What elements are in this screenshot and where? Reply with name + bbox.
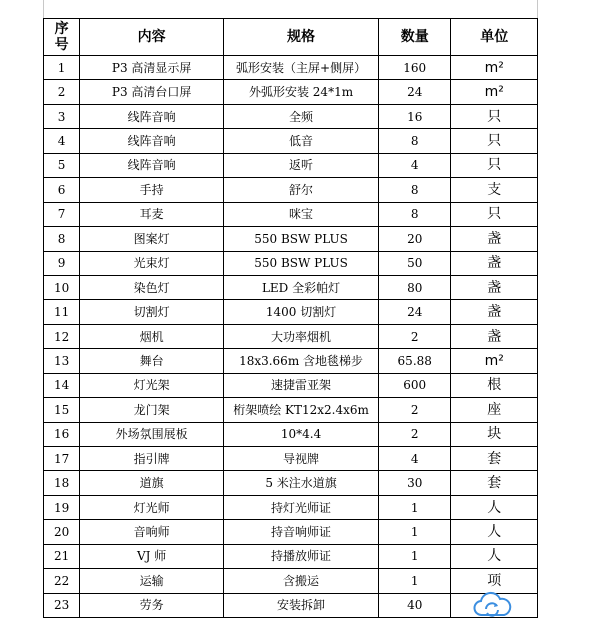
- cell-content: 切割灯: [80, 300, 224, 324]
- cell-spec: 舒尔: [224, 178, 379, 202]
- cell-content: 灯光师: [80, 495, 224, 519]
- cell-no: 10: [44, 275, 80, 299]
- table-row: [44, 544, 538, 568]
- cell-content: 线阵音响: [80, 153, 224, 177]
- cell-qty: 600: [379, 373, 451, 397]
- cell-no: 12: [44, 324, 80, 348]
- cell-content: 音响师: [80, 520, 224, 544]
- cell-unit: 根: [451, 373, 538, 397]
- page-edge-left: [43, 0, 44, 18]
- cell-no: 22: [44, 569, 80, 593]
- cell-spec: 安装拆卸: [224, 593, 379, 617]
- cell-unit: 人: [451, 544, 538, 568]
- table-row: [44, 349, 538, 373]
- cell-unit: 人: [451, 495, 538, 519]
- cell-spec: 全频: [224, 104, 379, 128]
- cell-spec: 速捷雷亚架: [224, 373, 379, 397]
- cell-qty: 1: [379, 520, 451, 544]
- table-row: [44, 471, 538, 495]
- cell-spec: 10*4.4: [224, 422, 379, 446]
- cell-no: 21: [44, 544, 80, 568]
- cell-unit: 人: [451, 520, 538, 544]
- cell-qty: 24: [379, 80, 451, 104]
- cell-unit: 盏: [451, 227, 538, 251]
- cell-unit: 块: [451, 422, 538, 446]
- header-qty: 数量: [379, 19, 451, 56]
- cell-spec: 18x3.66m 含地毯梯步: [224, 349, 379, 373]
- cell-unit: 盏: [451, 324, 538, 348]
- table-row: [44, 227, 538, 251]
- cell-no: 3: [44, 104, 80, 128]
- cell-qty: 8: [379, 178, 451, 202]
- cell-no: 8: [44, 227, 80, 251]
- cell-no: 11: [44, 300, 80, 324]
- cell-no: 15: [44, 398, 80, 422]
- cell-no: 7: [44, 202, 80, 226]
- cell-no: 16: [44, 422, 80, 446]
- cell-unit: 项: [451, 569, 538, 593]
- table-row: [44, 447, 538, 471]
- cell-unit: 只: [451, 129, 538, 153]
- cell-spec: 桁架喷绘 KT12x2.4x6m: [224, 398, 379, 422]
- cell-unit: 套: [451, 471, 538, 495]
- table-row: [44, 202, 538, 226]
- cell-unit: 只: [451, 202, 538, 226]
- cell-content: 劳务: [80, 593, 224, 617]
- cell-spec: LED 全彩帕灯: [224, 275, 379, 299]
- cell-unit: 座: [451, 398, 538, 422]
- cell-spec: 5 米注水道旗: [224, 471, 379, 495]
- cell-content: 染色灯: [80, 275, 224, 299]
- cell-unit: 套: [451, 447, 538, 471]
- table-row: [44, 569, 538, 593]
- table-row: [44, 80, 538, 104]
- cell-content: 舞台: [80, 349, 224, 373]
- cell-content: 运输: [80, 569, 224, 593]
- cell-content: 灯光架: [80, 373, 224, 397]
- cell-unit: m²: [451, 349, 538, 373]
- cell-spec: 导视牌: [224, 447, 379, 471]
- cell-no: 2: [44, 80, 80, 104]
- cell-spec: 1400 切割灯: [224, 300, 379, 324]
- cell-content: 图案灯: [80, 227, 224, 251]
- header-content: 内容: [80, 19, 224, 56]
- cell-content: P3 高清显示屏: [80, 56, 224, 80]
- equipment-table: [43, 18, 538, 618]
- cell-qty: 2: [379, 422, 451, 446]
- cell-content: 光束灯: [80, 251, 224, 275]
- cell-content: 龙门架: [80, 398, 224, 422]
- table-row: [44, 398, 538, 422]
- cell-unit: 盏: [451, 251, 538, 275]
- cell-content: P3 高清台口屏: [80, 80, 224, 104]
- cell-unit: 只: [451, 153, 538, 177]
- cell-qty: 1: [379, 569, 451, 593]
- cell-qty: 16: [379, 104, 451, 128]
- cell-qty: 65.88: [379, 349, 451, 373]
- cell-spec: 持灯光师证: [224, 495, 379, 519]
- table-row: [44, 104, 538, 128]
- table-row: [44, 251, 538, 275]
- table-row: [44, 593, 538, 617]
- cell-no: 17: [44, 447, 80, 471]
- cell-unit: 盏: [451, 300, 538, 324]
- cell-content: 烟机: [80, 324, 224, 348]
- cell-no: 18: [44, 471, 80, 495]
- cell-content: 线阵音响: [80, 129, 224, 153]
- cell-spec: 550 BSW PLUS: [224, 227, 379, 251]
- cell-no: 23: [44, 593, 80, 617]
- cell-content: 外场氛围展板: [80, 422, 224, 446]
- cell-no: 20: [44, 520, 80, 544]
- cell-content: 耳麦: [80, 202, 224, 226]
- cell-spec: 持播放师证: [224, 544, 379, 568]
- cell-unit: 只: [451, 104, 538, 128]
- cell-qty: 1: [379, 544, 451, 568]
- table-row: [44, 495, 538, 519]
- cell-content: 线阵音响: [80, 104, 224, 128]
- cell-qty: 40: [379, 593, 451, 617]
- cell-qty: 20: [379, 227, 451, 251]
- cell-spec: 含搬运: [224, 569, 379, 593]
- cloud-sync-icon[interactable]: [472, 591, 512, 621]
- cell-unit: 盏: [451, 275, 538, 299]
- cell-no: 6: [44, 178, 80, 202]
- table-row: [44, 422, 538, 446]
- cell-spec: 持音响师证: [224, 520, 379, 544]
- cell-spec: 返听: [224, 153, 379, 177]
- cell-spec: 弧形安装（主屏+侧屏）: [224, 56, 379, 80]
- cell-spec: 低音: [224, 129, 379, 153]
- page-edge-right: [537, 0, 538, 18]
- cell-no: 14: [44, 373, 80, 397]
- cell-content: VJ 师: [80, 544, 224, 568]
- cell-unit: m²: [451, 56, 538, 80]
- cell-qty: 2: [379, 324, 451, 348]
- cell-qty: 24: [379, 300, 451, 324]
- table-row: [44, 153, 538, 177]
- cell-unit: 支: [451, 178, 538, 202]
- cell-no: 13: [44, 349, 80, 373]
- cell-content: 道旗: [80, 471, 224, 495]
- table-row: [44, 129, 538, 153]
- cell-qty: 50: [379, 251, 451, 275]
- cell-qty: 8: [379, 202, 451, 226]
- cell-content: 指引牌: [80, 447, 224, 471]
- table-row: [44, 324, 538, 348]
- cell-qty: 2: [379, 398, 451, 422]
- cell-no: 1: [44, 56, 80, 80]
- table-row: [44, 275, 538, 299]
- table-row: [44, 300, 538, 324]
- table-row: [44, 178, 538, 202]
- cell-qty: 8: [379, 129, 451, 153]
- table-row: [44, 373, 538, 397]
- table-row: [44, 56, 538, 80]
- table-row: [44, 520, 538, 544]
- cell-qty: 80: [379, 275, 451, 299]
- header-no: 序号: [44, 19, 80, 56]
- cell-no: 19: [44, 495, 80, 519]
- cell-spec: 咪宝: [224, 202, 379, 226]
- cell-spec: 550 BSW PLUS: [224, 251, 379, 275]
- cell-qty: 30: [379, 471, 451, 495]
- cell-qty: 4: [379, 447, 451, 471]
- cell-no: 4: [44, 129, 80, 153]
- cell-spec: 外弧形安装 24*1m: [224, 80, 379, 104]
- cell-qty: 160: [379, 56, 451, 80]
- header-spec: 规格: [224, 19, 379, 56]
- cell-qty: 1: [379, 495, 451, 519]
- header-unit: 单位: [451, 19, 538, 56]
- cell-unit: m²: [451, 80, 538, 104]
- cell-content: 手持: [80, 178, 224, 202]
- table-header-row: [44, 19, 538, 56]
- cell-no: 5: [44, 153, 80, 177]
- cell-spec: 大功率烟机: [224, 324, 379, 348]
- cell-qty: 4: [379, 153, 451, 177]
- cell-no: 9: [44, 251, 80, 275]
